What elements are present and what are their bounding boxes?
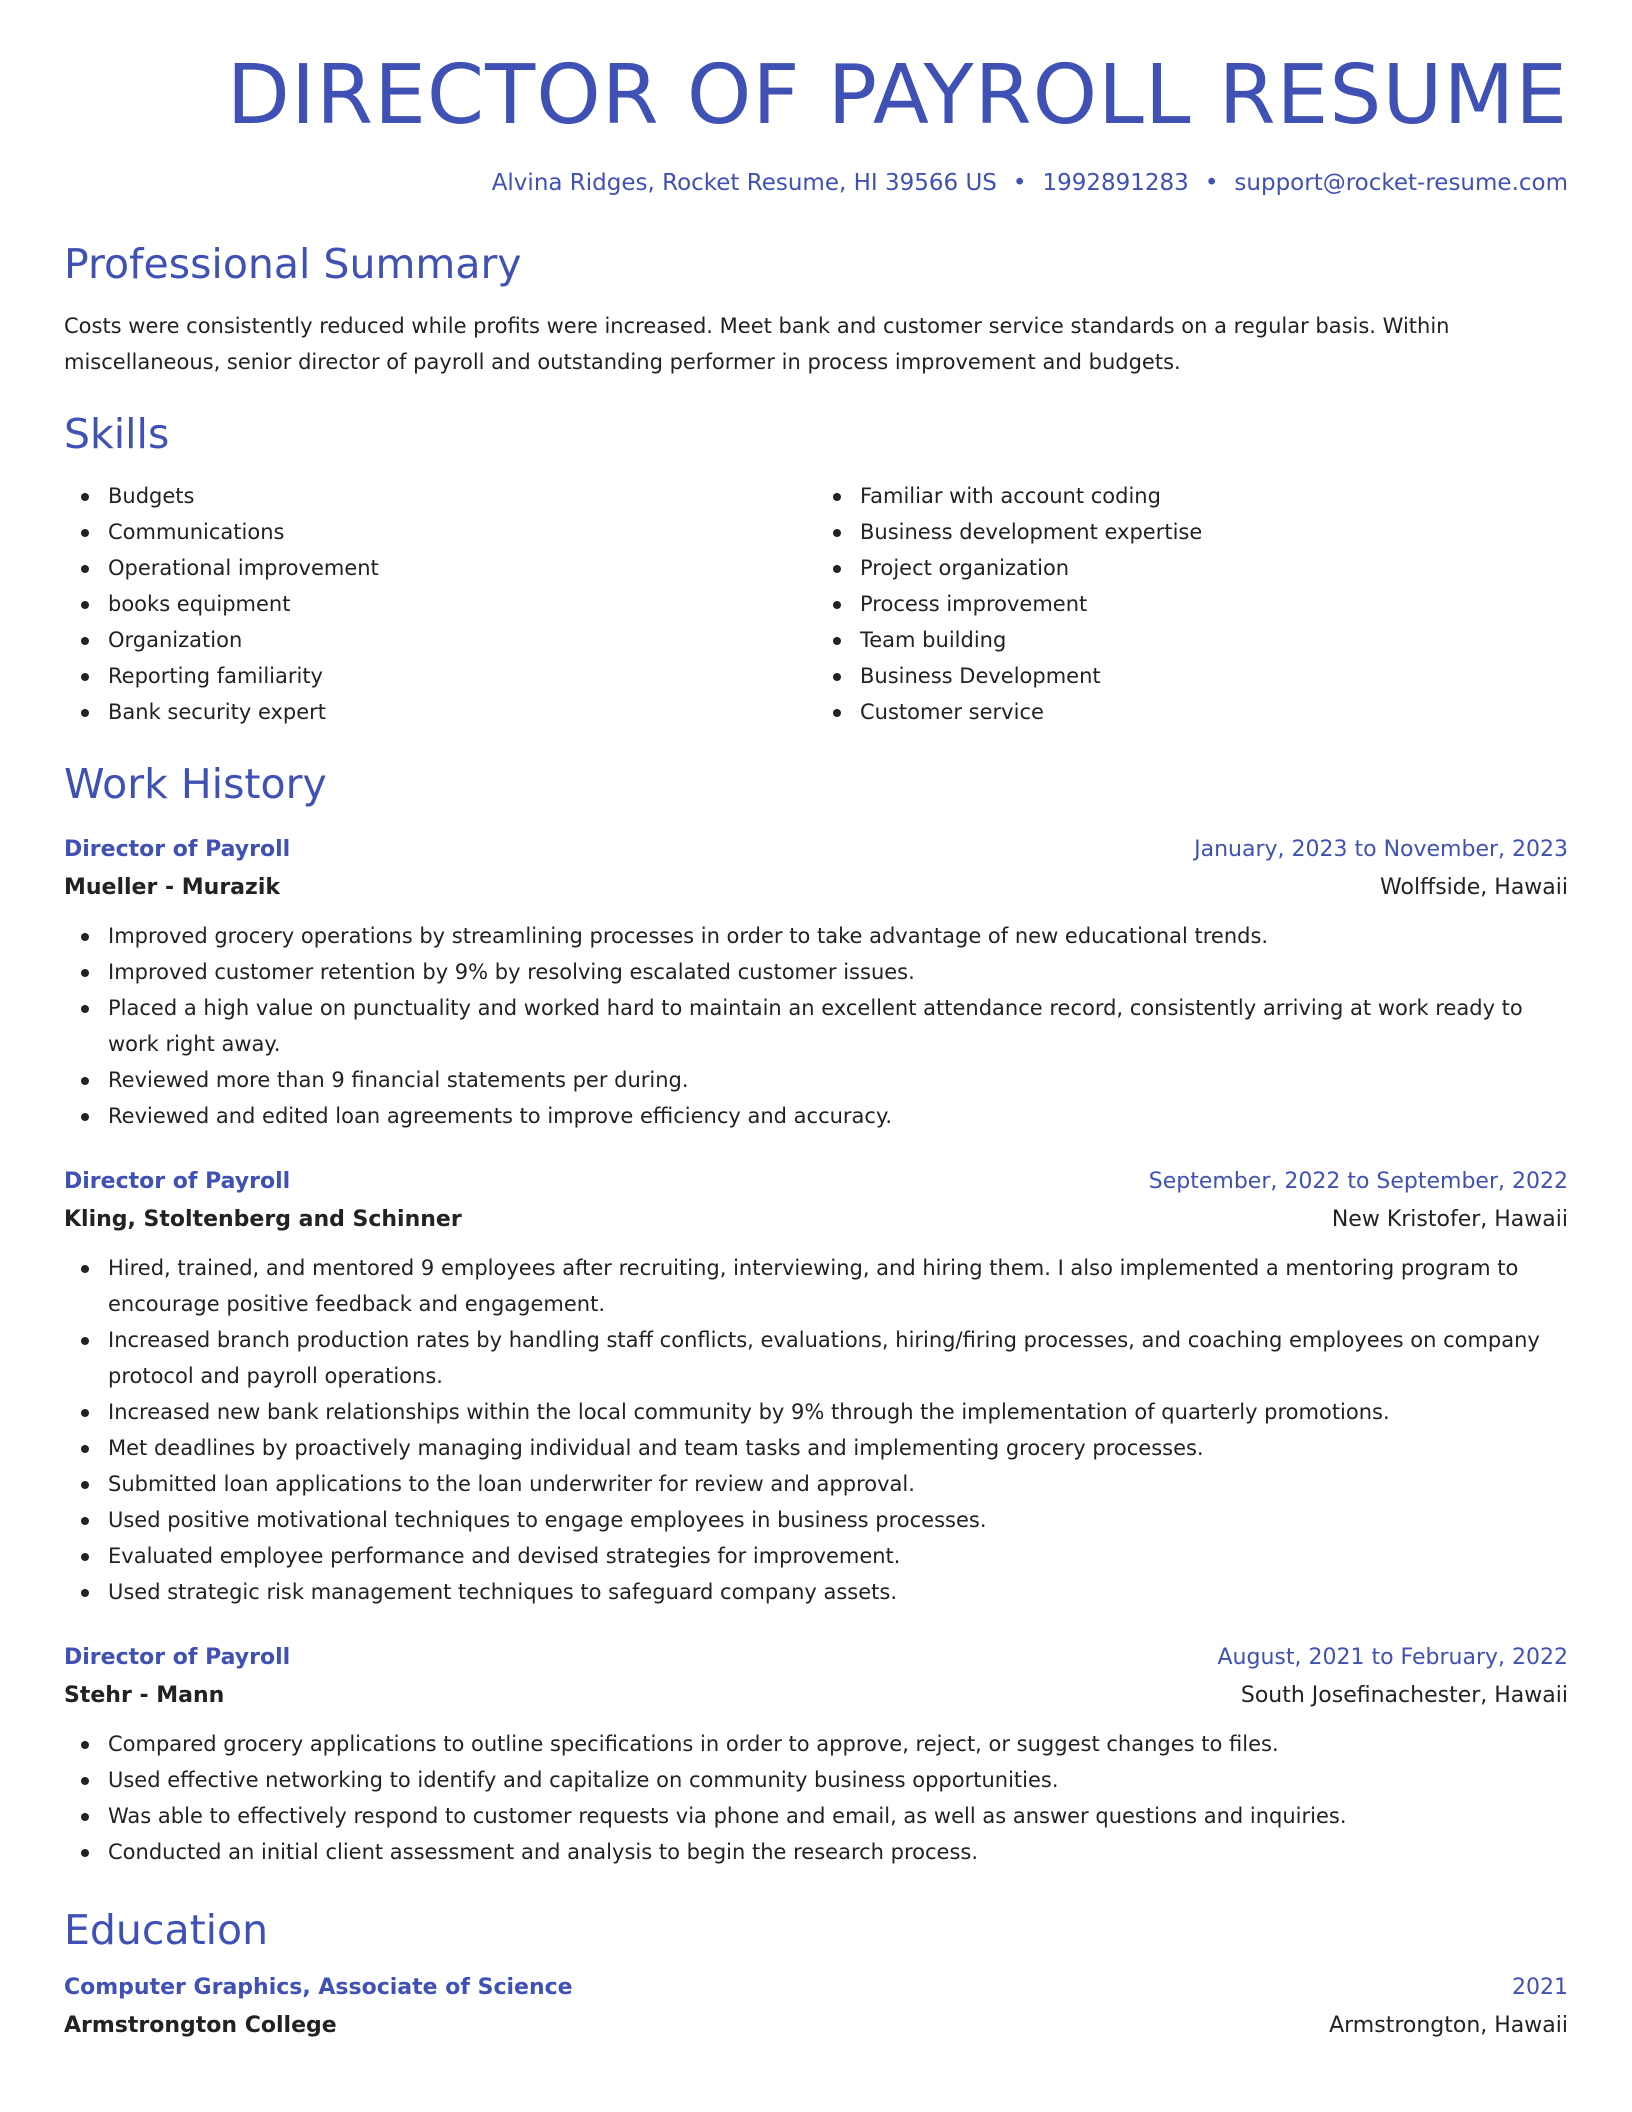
- job-bullet: Increased new bank relationships within the local community by 9% through the implementation of quarterly promotions.: [108, 1394, 1568, 1430]
- school-location: Armstrongton, Hawaii: [1329, 2013, 1568, 2038]
- job-entry: [64, 1164, 1568, 1610]
- job-bullet: Reviewed and edited loan agreements to improve efficiency and accuracy.: [108, 1098, 1568, 1134]
- work-history-heading: Work History: [64, 760, 327, 808]
- job-dates: September, 2022 to September, 2022: [1148, 1169, 1568, 1194]
- job-location: New Kristofer, Hawaii: [1331, 1207, 1568, 1232]
- job-entry: [64, 1640, 1568, 1870]
- company-name: Kling, Stoltenberg and Schinner: [64, 1207, 462, 1232]
- skills-right-column: [816, 478, 1568, 730]
- skill-item: Customer service: [860, 694, 1568, 730]
- skills-heading: Skills: [64, 410, 170, 458]
- skill-item: Communications: [108, 514, 816, 550]
- job-bullet: Was able to effectively respond to customer requests via phone and email, as well as answer questions and inquiries.: [108, 1798, 1568, 1834]
- job-bullet: Met deadlines by proactively managing individual and team tasks and implementing grocery processes.: [108, 1430, 1568, 1466]
- company-name: Mueller - Murazik: [64, 875, 281, 900]
- job-bullet: Hired, trained, and mentored 9 employees after recruiting, interviewing, and hiring them. I also implemented a mentoring program to encourage positive feedback and engagement.: [108, 1250, 1568, 1322]
- company-name: Stehr - Mann: [64, 1683, 225, 1708]
- contact-line: [64, 166, 1568, 200]
- job-location: South Josefinachester, Hawaii: [1240, 1683, 1568, 1708]
- job-title: Director of Payroll: [64, 837, 291, 862]
- skill-item: books equipment: [108, 586, 816, 622]
- job-entry: [64, 832, 1568, 1134]
- skill-item: Process improvement: [860, 586, 1568, 622]
- contact-address: Alvina Ridges, Rocket Resume, HI 39566 US: [491, 170, 997, 196]
- summary-heading: Professional Summary: [64, 240, 522, 288]
- school-name: Armstrongton College: [64, 2013, 337, 2038]
- job-bullet: Reviewed more than 9 financial statements per during.: [108, 1062, 1568, 1098]
- skill-item: Business development expertise: [860, 514, 1568, 550]
- job-bullets: [64, 918, 1568, 1134]
- skill-item: Bank security expert: [108, 694, 816, 730]
- resume-title: DIRECTOR OF PAYROLL RESUME: [226, 48, 1568, 143]
- job-dates: August, 2021 to February, 2022: [1217, 1645, 1568, 1670]
- skill-item: Business Development: [860, 658, 1568, 694]
- job-bullet: Used positive motivational techniques to engage employees in business processes.: [108, 1502, 1568, 1538]
- education-year: 2021: [1512, 1975, 1568, 2000]
- education-entry: [64, 1970, 1568, 2046]
- job-bullet: Used strategic risk management techniques to safeguard company assets.: [108, 1574, 1568, 1610]
- summary-text: Costs were consistently reduced while profits were increased. Meet bank and customer service standards on a regular basis. Within miscellaneous, senior director of payroll and outstanding performer in process improvement and budgets.: [64, 314, 1450, 374]
- skills-left-column: [64, 478, 816, 730]
- job-bullet: Submitted loan applications to the loan underwriter for review and approval.: [108, 1466, 1568, 1502]
- job-bullet: Increased branch production rates by handling staff conflicts, evaluations, hiring/firing processes, and coaching employees on company protocol and payroll operations.: [108, 1322, 1568, 1394]
- skill-item: Team building: [860, 622, 1568, 658]
- job-location: Wolffside, Hawaii: [1380, 875, 1568, 900]
- job-title: Director of Payroll: [64, 1169, 291, 1194]
- skill-item: Operational improvement: [108, 550, 816, 586]
- job-bullet: Compared grocery applications to outline specifications in order to approve, reject, or suggest changes to files.: [108, 1726, 1568, 1762]
- job-bullet: Improved customer retention by 9% by resolving escalated customer issues.: [108, 954, 1568, 990]
- contact-separator: •: [1012, 170, 1027, 196]
- skill-item: Reporting familiarity: [108, 658, 816, 694]
- skill-item: Organization: [108, 622, 816, 658]
- education-heading: Education: [64, 1906, 269, 1954]
- skill-item: Familiar with account coding: [860, 478, 1568, 514]
- job-bullets: [64, 1726, 1568, 1870]
- job-bullet: Used effective networking to identify and capitalize on community business opportunities.: [108, 1762, 1568, 1798]
- job-bullet: Evaluated employee performance and devised strategies for improvement.: [108, 1538, 1568, 1574]
- job-title: Director of Payroll: [64, 1645, 291, 1670]
- contact-phone: 1992891283: [1042, 170, 1189, 196]
- job-dates: January, 2023 to November, 2023: [1194, 837, 1568, 862]
- job-bullet: Conducted an initial client assessment and analysis to begin the research process.: [108, 1834, 1568, 1870]
- skills-grid: [64, 478, 1568, 730]
- job-bullet: Placed a high value on punctuality and worked hard to maintain an excellent attendance record, consistently arriving at work ready to work right away.: [108, 990, 1568, 1062]
- skill-item: Project organization: [860, 550, 1568, 586]
- contact-email: support@rocket-resume.com: [1234, 170, 1568, 196]
- degree: Computer Graphics, Associate of Science: [64, 1975, 573, 2000]
- skill-item: Budgets: [108, 478, 816, 514]
- contact-separator: •: [1204, 170, 1219, 196]
- job-bullet: Improved grocery operations by streamlining processes in order to take advantage of new educational trends.: [108, 918, 1568, 954]
- job-bullets: [64, 1250, 1568, 1610]
